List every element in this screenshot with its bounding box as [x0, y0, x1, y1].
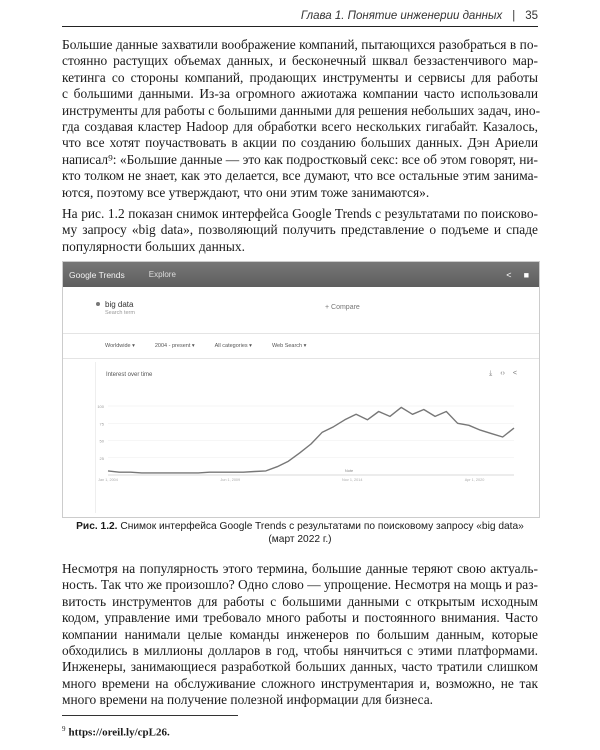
text-line: много времени на обслуживание сложного инструментария и, возможно, не так [62, 675, 538, 691]
running-header [62, 10, 538, 27]
series-dot-icon [96, 302, 100, 306]
text-line: витость инструментов для работы с большими данными с открытым исходным [62, 593, 538, 609]
embed-icon[interactable]: ‹› [500, 370, 505, 377]
text-line: гда создавая кластер Hadoop для обработки всего нескольких гигабайт. Казалось, [62, 118, 538, 134]
text-line: ются, поэтому все утверждают, что они этим тоже занимаются». [62, 184, 430, 200]
filter-search-type[interactable]: Web Search ▾ [271, 343, 307, 349]
x-tick-label: Apr 1, 2020 [464, 478, 485, 482]
figure-caption [62, 520, 538, 546]
caption-text: Снимок интерфейса Google Trends с результатами по поисковому запросу «big data» [117, 521, 524, 532]
text-line: кто толком не знает, как это делается, все думают, что все остальные этим занима- [62, 168, 538, 184]
text-line: с большими данными. Из-за огромного ажиотажа компании часто использовали [62, 86, 538, 102]
compare-button[interactable]: + Compare [325, 304, 360, 311]
trend-chart [96, 384, 528, 518]
x-tick-label: Jan 1, 2004 [98, 478, 118, 482]
chapter-title: Глава 1. Понятие инженерии данных [300, 10, 503, 22]
footnote [62, 725, 170, 739]
y-tick-label: 50 [99, 438, 104, 444]
caption-label: Рис. 1.2. [76, 521, 118, 532]
google-trends-logo: Google Trends [69, 269, 125, 280]
header-separator: | [512, 10, 516, 22]
text-line: написал⁹: «Большие данные — это как подростковый секс: все об этом говорят, ни- [62, 151, 538, 167]
x-tick-label: Nov 1, 2014 [342, 478, 363, 482]
text-line: Несмотря на популярность этого термина, большие данные теряют свою актуаль- [62, 561, 538, 576]
text-line: Инженеры, занимающиеся разработкой больших данных, часто тратили слишком [62, 659, 538, 675]
text-line: что все хотят поучаствовать в акции по созданию больших данных. Дэн Ариели [62, 135, 538, 151]
google-trends-screenshot [62, 261, 540, 518]
paragraph-3 [62, 561, 538, 709]
footnote-divider [62, 715, 238, 716]
text-line: кетинга со стороны компаний, продающих инструменты и сервисы для работы [62, 69, 538, 85]
feedback-icon[interactable]: ■ [523, 269, 529, 280]
share-chart-icon[interactable]: < [512, 370, 517, 377]
footnote-number: 9 [62, 725, 66, 733]
filter-region[interactable]: Worldwide ▾ [105, 343, 135, 349]
app-bar [63, 262, 539, 287]
page-number: 35 [525, 10, 538, 22]
paragraph-1 [62, 37, 541, 201]
text-line: На рис. 1.2 показан снимок интерфейса Google Trends с результатами по поисково- [62, 206, 538, 221]
paragraph-2 [62, 206, 538, 255]
text-line: обходились в миллионы долларов в год, чтобы нянчиться с этими платформами. [62, 642, 538, 658]
y-tick-label: 25 [99, 455, 104, 461]
text-line: стоянно растущих объемах данных, и бесконечный шквал беззастенчивого мар- [62, 53, 538, 69]
search-term-label: Search term [105, 310, 135, 316]
series-line-big-data [108, 407, 514, 473]
text-line: компании нанимали целые команды инженеров по большим данным, которые [62, 626, 538, 642]
search-term[interactable] [105, 300, 135, 316]
download-icon[interactable]: ⤓ [489, 370, 493, 377]
filter-bar [63, 334, 539, 359]
text-line: инструменты для работы с большими данными для решения небольших задач, ино- [62, 102, 541, 118]
text-line: популярности больших данных. [62, 238, 245, 254]
search-area [63, 287, 539, 334]
footnote-link[interactable]: https://oreil.ly/cpL26. [68, 726, 170, 739]
chart-annotation: Note [344, 468, 354, 473]
text-line: кодом, управление ими требовало много работы и постоянного внимания. Часто [62, 610, 538, 626]
text-line: ность. Так что же произошло? Одно слово — упрощение. Несмотря на мощь и раз- [62, 577, 538, 593]
x-tick-label: Jun 1, 2009 [220, 478, 241, 482]
y-tick-label: 100 [97, 404, 104, 409]
text-line: му запросу «big data», позволяющий получить представление о подъеме и спаде [62, 222, 538, 238]
text-line: Большие данные захватили воображение компаний, пытающихся разобраться в по- [62, 37, 538, 52]
text-line: много времени на получение полезной информации для бизнеса. [62, 692, 434, 708]
nav-explore[interactable]: Explore [148, 270, 176, 279]
caption-date: (март 2022 г.) [268, 534, 332, 545]
filter-time[interactable]: 2004 - present ▾ [154, 343, 195, 349]
interest-over-time-card [95, 362, 527, 513]
filter-category[interactable]: All categories ▾ [214, 343, 252, 349]
card-title: Interest over time [106, 372, 153, 378]
search-term-value: big data [105, 300, 134, 309]
share-icon[interactable]: < [506, 269, 512, 280]
y-tick-label: 75 [99, 421, 104, 427]
